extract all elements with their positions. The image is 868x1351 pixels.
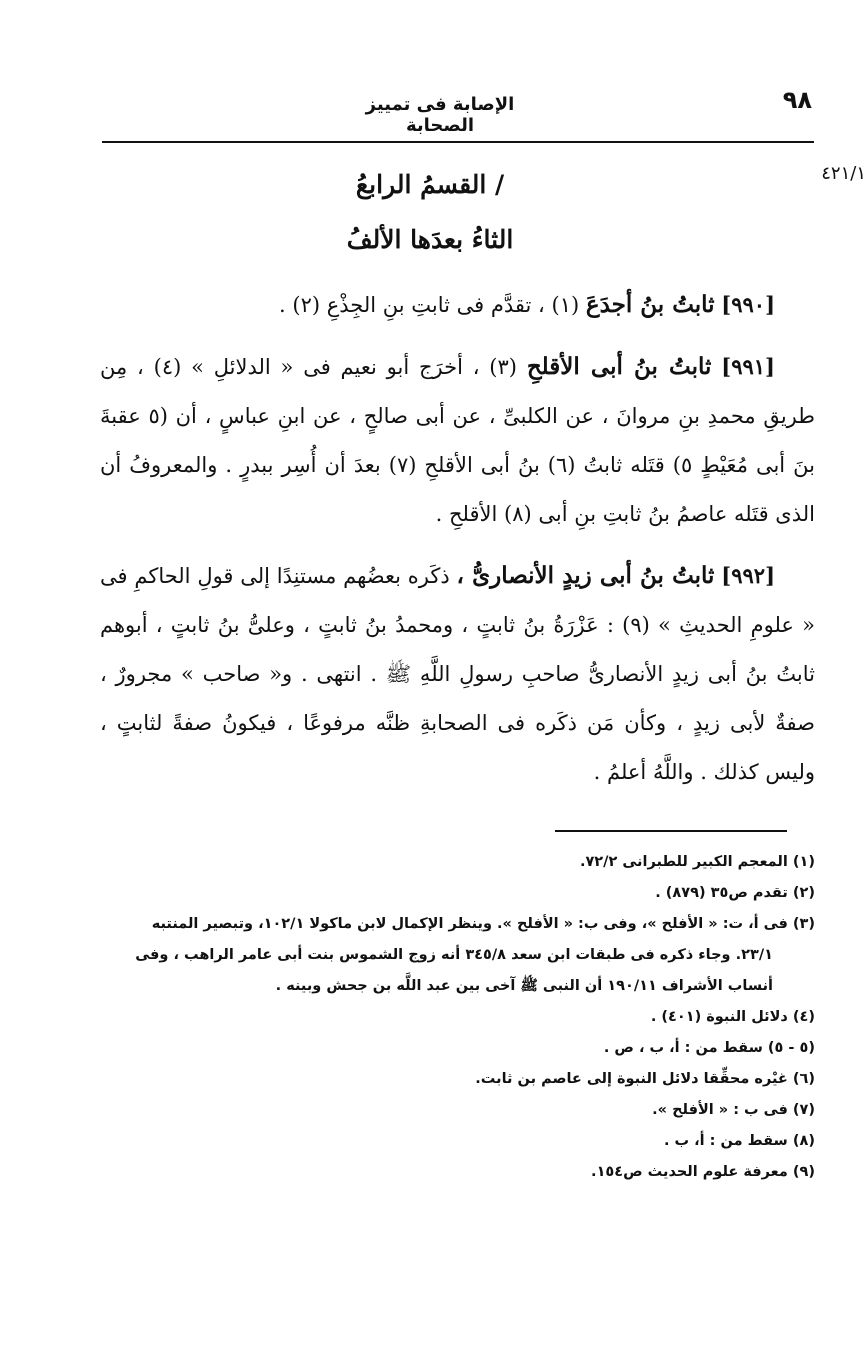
page-number: ٩٨ bbox=[782, 86, 812, 114]
section-title: / القسمُ الرابعُ bbox=[355, 170, 505, 199]
entry-text: (١) ، تقدَّم فى ثابتِ بنِ الجِذْعِ (٢) . bbox=[279, 293, 580, 317]
entry-number: [٩٩١] bbox=[721, 354, 775, 379]
entry-text: ذكَره بعضُهم مستنِدًا إلى قولِ الحاكمِ فى « علومِ الحديثِ » (٩) : عَزْرَةُ بنُ ثابتٍ ، ومحمدُ بنُ ثابتٍ ، وعلىُّ بنُ ثابتٍ ، أبوهم ثابتُ بنُ أبى زيدٍ الأنصارىُّ صاحبِ رسولِ اللَّهِ ﷺ . انتهى . و« صاحب » مجرورٌ ، صفةٌ لأبى زيدٍ ، وكأن مَن ذكَره فى الصحابةِ ظنَّه مرفوعًا ، فيكونُ صفةً لثابتٍ ، وليس كذلك . واللَّهُ أعلمُ . bbox=[100, 564, 815, 784]
entries-body bbox=[100, 280, 815, 809]
entry-990 bbox=[100, 280, 815, 330]
footnote-continuation: ٢٣/١. وجاء ذكره فى طبقات ابن سعد ٣٤٥/٨ أنه زوج الشموس بنت أبى عامر الراهب ، وفى bbox=[135, 947, 773, 963]
footnote: (٩) معرفة علوم الحديث ص١٥٤. bbox=[591, 1164, 815, 1180]
entry-991 bbox=[100, 342, 815, 539]
footnotes bbox=[100, 847, 815, 1188]
footnote: (٨) سقط من : أ، ب . bbox=[663, 1133, 815, 1149]
entry-number: [٩٩٢] bbox=[721, 563, 775, 588]
footnote: (٧) فى ب : « الأفلح ». bbox=[652, 1102, 815, 1118]
entry-number: [٩٩٠] bbox=[721, 292, 775, 317]
footnote-continuation: أنساب الأشراف ١٩٠/١١ أن النبى ﷺ آخى بين عبد اللَّه بن جحش وبينه . bbox=[275, 978, 773, 994]
footnote: (٦) غيْره محقِّقا دلائل النبوة إلى عاصم بن ثابت. bbox=[475, 1071, 815, 1087]
footnote: (٤) دلائل النبوة (٤٠١) . bbox=[650, 1009, 815, 1025]
running-title: الإصابة فى تمييز الصحابة bbox=[365, 94, 515, 136]
footnote: (١) المعجم الكبير للطبرانى ٧٢/٢. bbox=[579, 854, 815, 870]
entry-name: ثابتُ بنُ أجدَعَ bbox=[585, 291, 715, 318]
entry-name: ثابتُ بنُ أبى زيدٍ الأنصارىُّ ، bbox=[456, 562, 715, 589]
margin-reference: ٤٢١/١ bbox=[821, 163, 866, 184]
entry-992 bbox=[100, 551, 815, 797]
entry-name: ثابتُ بنُ أبى الأقلحِ bbox=[526, 353, 712, 380]
footnote: (٣) فى أ، ت: « الأفلح »، وفى ب: « الأفلح ». وينظر الإكمال لابن ماكولا ١٠٢/١، وتبصير المنتبه bbox=[151, 916, 815, 932]
subsection-title: الثاءُ بعدَها الألفُ bbox=[346, 225, 514, 254]
footnote: (٥ - ٥) سقط من : أ، ب ، ص . bbox=[603, 1040, 815, 1056]
footnote: (٢) تقدم ص٣٥ (٨٧٩) . bbox=[655, 885, 815, 901]
entry-text: (٣) ، أخرَج أبو نعيم فى « الدلائلِ » (٤) ، مِن طريقِ محمدِ بنِ مروانَ ، عن الكلبىِّ ، عن أبى صالحٍ ، عن ابنِ عباسٍ ، أن (٥ عقبةَ بنَ أبى مُعَيْطٍ ٥) قتَله ثابتُ (٦) بنُ أبى الأقلحِ (٧) بعدَ أن أُسِر ببدرٍ . والمعروفُ أن الذى قتَله عاصمُ بنُ ثابتِ بنِ أبى (٨) الأقلحِ . bbox=[100, 355, 815, 526]
header-rule bbox=[102, 141, 814, 143]
footnote-rule bbox=[555, 830, 787, 832]
